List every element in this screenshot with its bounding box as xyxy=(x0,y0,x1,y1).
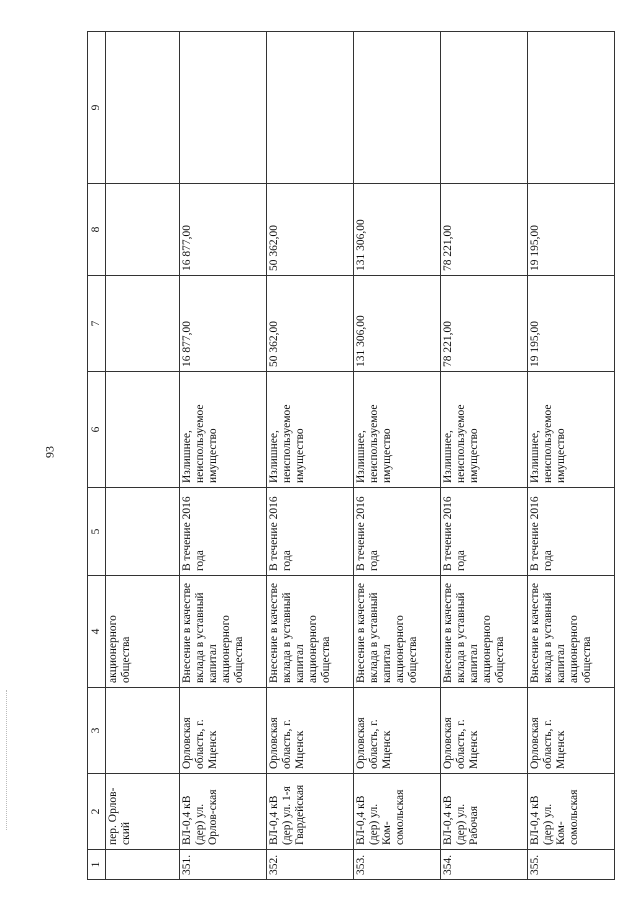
row-name: ВЛ-0,4 кВ (дер) ул. Рабочая xyxy=(441,774,528,850)
row-term: В течение 2016 года xyxy=(180,488,267,576)
row-value8: 78 221,00 xyxy=(441,184,528,276)
rotated-page xyxy=(87,32,612,880)
row-num: 354. xyxy=(441,850,528,880)
row-num: 355. xyxy=(528,850,615,880)
row-col9 xyxy=(180,32,267,184)
scan-artifact xyxy=(6,690,9,830)
row-value7: 131 306,00 xyxy=(354,276,441,372)
row-location: Орловская область, г. Мценск xyxy=(180,688,267,774)
property-table xyxy=(87,31,615,880)
header-cell-7: 7 xyxy=(88,276,106,372)
cont-name: пер. Орлов-ский xyxy=(106,774,180,850)
row-col9 xyxy=(441,32,528,184)
row-value7: 78 221,00 xyxy=(441,276,528,372)
row-reason: Излишнее, неиспользуемое имущество xyxy=(180,372,267,488)
row-term: В течение 2016 года xyxy=(528,488,615,576)
cont-num xyxy=(106,850,180,880)
header-cell-6: 6 xyxy=(88,372,106,488)
cont-term xyxy=(106,488,180,576)
row-location: Орловская область, г. Мценск xyxy=(441,688,528,774)
row-name: ВЛ-0,4 кВ (дер) ул. 1-я Гвардейская xyxy=(267,774,354,850)
table-row xyxy=(180,32,267,880)
header-cell-2: 2 xyxy=(88,774,106,850)
row-reason: Излишнее, неиспользуемое имущество xyxy=(267,372,354,488)
row-reason: Излишнее, неиспользуемое имущество xyxy=(441,372,528,488)
cont-value8 xyxy=(106,184,180,276)
row-location: Орловская область, г. Мценск xyxy=(267,688,354,774)
row-method: Внесение в качестве вклада в уставный капитал акционерного общества xyxy=(354,576,441,688)
row-value7: 16 877,00 xyxy=(180,276,267,372)
row-value8: 131 306,00 xyxy=(354,184,441,276)
header-cell-3: 3 xyxy=(88,688,106,774)
row-reason: Излишнее, неиспользуемое имущество xyxy=(354,372,441,488)
row-location: Орловская область, г. Мценск xyxy=(354,688,441,774)
row-name: ВЛ-0,4 кВ (дер) ул. Ком-сомольская xyxy=(354,774,441,850)
continuation-row xyxy=(106,32,180,880)
row-method: Внесение в качестве вклада в уставный капитал акционерного общества xyxy=(441,576,528,688)
row-method: Внесение в качестве вклада в уставный капитал акционерного общества xyxy=(180,576,267,688)
row-value8: 19 195,00 xyxy=(528,184,615,276)
table-row xyxy=(441,32,528,880)
cont-location xyxy=(106,688,180,774)
header-cell-8: 8 xyxy=(88,184,106,276)
row-num: 353. xyxy=(354,850,441,880)
header-cell-5: 5 xyxy=(88,488,106,576)
row-term: В течение 2016 года xyxy=(441,488,528,576)
cont-reason xyxy=(106,372,180,488)
cont-col9 xyxy=(106,32,180,184)
header-row xyxy=(88,32,106,880)
row-value7: 50 362,00 xyxy=(267,276,354,372)
row-method: Внесение в качестве вклада в уставный капитал акционерного общества xyxy=(267,576,354,688)
row-name: ВЛ-0,4 кВ (дер) ул. Орлов-ская xyxy=(180,774,267,850)
row-value8: 50 362,00 xyxy=(267,184,354,276)
page-number: 93 xyxy=(42,446,57,458)
table-row xyxy=(528,32,615,880)
header-cell-4: 4 xyxy=(88,576,106,688)
cont-value7 xyxy=(106,276,180,372)
row-name: ВЛ-0,4 кВ (дер) ул. Ком-сомольская xyxy=(528,774,615,850)
row-term: В течение 2016 года xyxy=(267,488,354,576)
row-reason: Излишнее, неиспользуемое имущество xyxy=(528,372,615,488)
table-row xyxy=(354,32,441,880)
row-value8: 16 877,00 xyxy=(180,184,267,276)
row-col9 xyxy=(267,32,354,184)
header-cell-1: 1 xyxy=(88,850,106,880)
row-num: 351. xyxy=(180,850,267,880)
row-col9 xyxy=(354,32,441,184)
row-location: Орловская область, г. Мценск xyxy=(528,688,615,774)
row-col9 xyxy=(528,32,615,184)
cont-method: акционерного общества xyxy=(106,576,180,688)
header-cell-9: 9 xyxy=(88,32,106,184)
row-num: 352. xyxy=(267,850,354,880)
table-row xyxy=(267,32,354,880)
row-method: Внесение в качестве вклада в уставный капитал акционерного общества xyxy=(528,576,615,688)
row-value7: 19 195,00 xyxy=(528,276,615,372)
row-term: В течение 2016 года xyxy=(354,488,441,576)
